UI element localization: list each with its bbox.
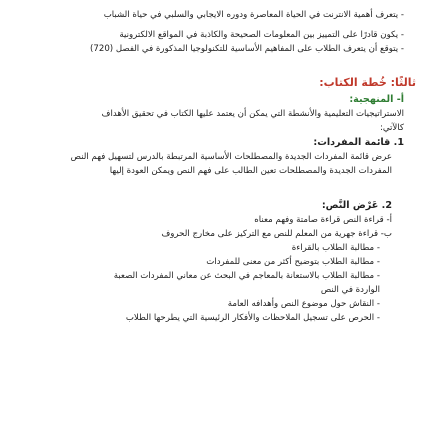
vocab-label: 1. قائمة المفردات: (313, 137, 404, 148)
text-line-1: أ- قراءة النص قراءة صامتة وفهم معناه (254, 215, 392, 225)
vocab-line-2: المفردات الجديدة والمصطلحات تعين الطالب على فهم النص ويمكن العودة إليها (109, 166, 392, 176)
text-line-8: - الحرص على تسجيل الملاحظات والأفكار الرئيسية التي يطرحها الطلاب (125, 313, 380, 323)
text-line-3: - مطالبة الطلاب بالقراءة (291, 243, 380, 253)
intro-line-3: - يتوقع أن يتعرف الطلاب على المفاهيم الأساسية للتكنولوجيا المذكورة في الفصل (720) (90, 44, 404, 54)
vocab-line-1: عرض قائمة المفردات الجديدة والمصطلحات الأساسية المرتبطة بالدرس لتسهيل فهم النص (70, 152, 392, 162)
intro-line-1: - يتعرف أهمية الانترنت في الحياة المعاصرة ودوره الايجابي والسلبي في حياة الشباب (103, 10, 404, 20)
vocab-block (14, 135, 416, 178)
methodology-line-2: كالآتي: (379, 123, 404, 133)
methodology-label: أ- المنهجية: (349, 94, 404, 105)
text-line-6: الواردة في النص (320, 285, 380, 295)
intro-block (14, 8, 416, 56)
text-line-7: - النقاش حول موضوع النص وأهدافه العامة (227, 299, 380, 309)
text-block (14, 198, 416, 325)
methodology-block (14, 92, 416, 135)
text-line-4: - مطالبة الطلاب بتوضيح أكثر من معنى للمفردات (206, 257, 380, 267)
methodology-line-1: الاستراتيجيات التعليمية والأنشطة التي يمكن أن يعتمد عليها الكتاب في تحقيق الأهداف (101, 109, 404, 119)
intro-line-2: - يكون قادرًا على التمييز بين المعلومات الصحيحة والكاذبة في المواقع الالكترونية (119, 30, 404, 40)
text-line-5: - مطالبة الطلاب بالاستعانة بالمعاجم في البحث عن معاني المفردات الصعبة (113, 271, 380, 281)
text-line-2: ب- قراءة جهرية من المعلم للنص مع التركيز على مخارج الحروف (161, 229, 392, 239)
text-label: 2. عَرْض النَّص: (321, 200, 392, 211)
section-heading: ثالثًا: خُطة الكتاب: (319, 76, 416, 89)
